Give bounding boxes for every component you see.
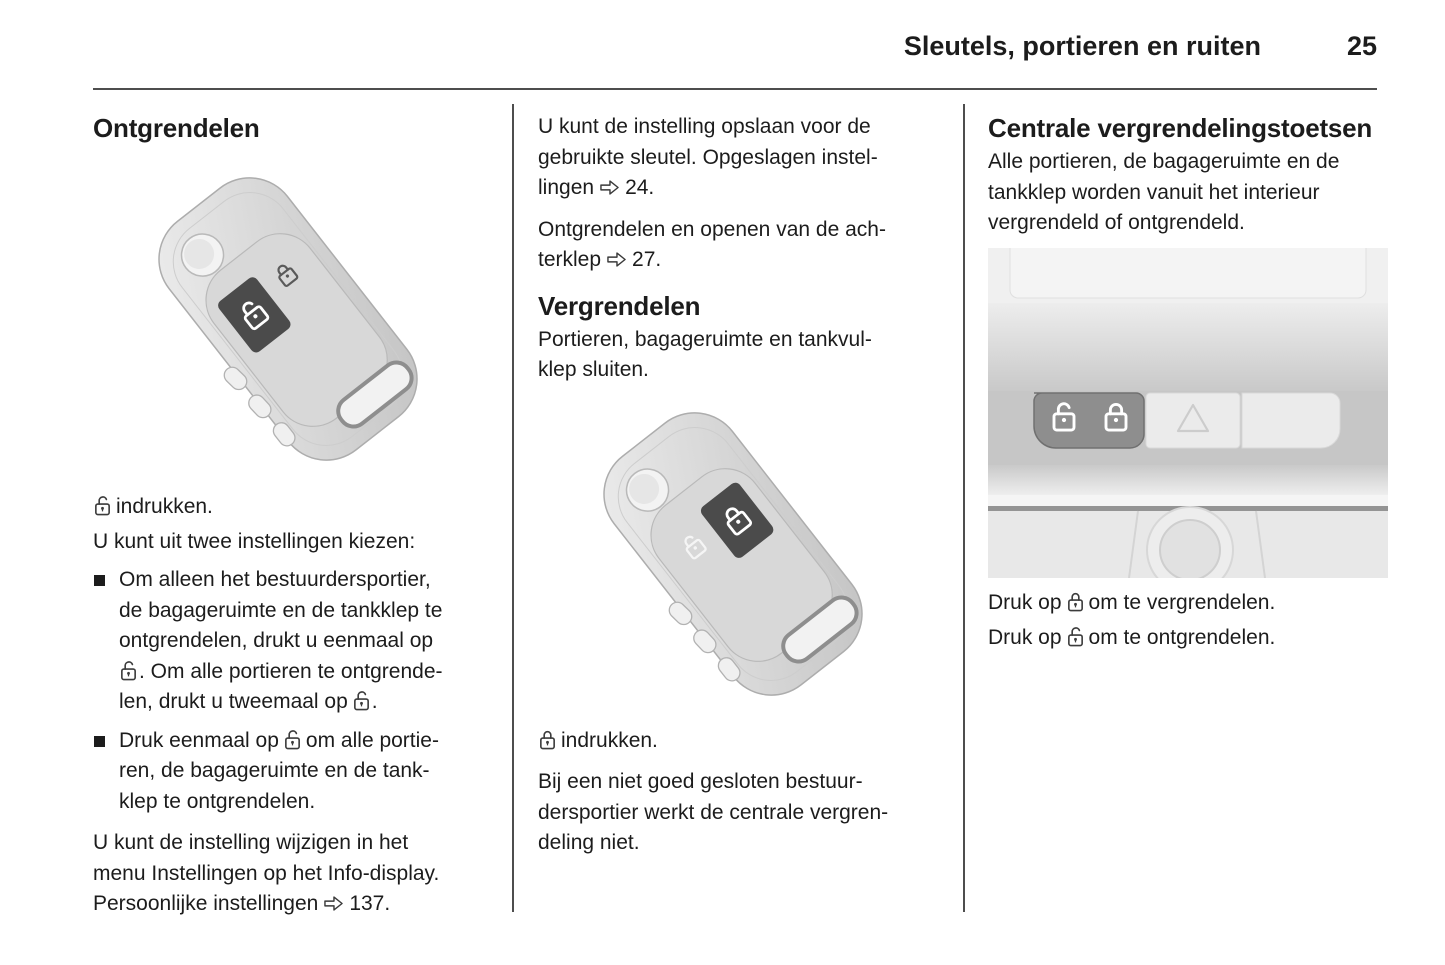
lock-closed-icon — [538, 728, 557, 751]
page-number: 25 — [1346, 31, 1377, 61]
reference-page: 137. — [349, 892, 391, 915]
bullet-2-text: Druk eenmaal op om alle portie- ren, de bagageruimte en de tank- klep te ontgrendelen. — [119, 728, 439, 813]
column-lock — [538, 112, 938, 859]
save-settings-paragraph: U kunt de instelling opslaan voor de gebruikte sleutel. Opgeslagen instel- lingen 24. — [538, 115, 878, 199]
panel-top-inset — [1010, 248, 1366, 298]
key-fob-body — [130, 159, 437, 482]
lock-open-icon — [119, 659, 138, 682]
press-unlock-instruction — [93, 492, 493, 523]
intro-line: U kunt uit twee instellingen kiezen: — [93, 529, 416, 553]
lock-closed-icon — [1066, 590, 1085, 613]
hazard-button — [1146, 393, 1240, 448]
key-fob-lock-figure — [538, 394, 936, 716]
central-lock-button — [1034, 393, 1144, 448]
page-header — [93, 30, 1377, 62]
page-title: Sleutels, portieren en ruiten — [903, 31, 1261, 61]
press-text: indrukken. — [561, 728, 658, 752]
press-to-unlock-line: Druk op om te ontgrendelen. — [988, 626, 1276, 649]
square-bullet — [94, 575, 105, 586]
column-unlock — [93, 112, 493, 920]
square-bullet — [94, 736, 105, 747]
key-fob-unlock-figure — [93, 158, 491, 482]
tailgate-paragraph: Ontgrendelen en openen van de ach- terklep 27. — [538, 217, 886, 271]
door-warning-paragraph: Bij een niet goed gesloten bestuur- dersportier werkt de centrale vergren- deling niet. — [538, 770, 889, 854]
blank-button — [1242, 393, 1340, 448]
press-text: indrukken. — [116, 495, 213, 518]
bullet-item-2 — [93, 726, 493, 818]
column-divider-left — [512, 104, 514, 912]
reference-arrow-icon — [599, 178, 620, 197]
bullet-item-1 — [93, 565, 493, 718]
key-fob-body — [575, 394, 882, 716]
column-divider-right — [963, 104, 965, 912]
lock-open-icon — [352, 689, 371, 712]
bullet-1-text: Om alleen het bestuurdersportier, de bagageruimte en de tankklep te ontgrendelen, drukt u eenmaal op . Om alle portieren te ontgrende- len, drukt u tweemaal op . — [119, 568, 443, 713]
section-heading-central-locking: Centrale vergrendelingstoetsen — [988, 113, 1373, 143]
column-central-locking — [988, 112, 1390, 654]
header-rule — [93, 88, 1377, 90]
lock-intro-paragraph: Portieren, bagageruimte en tankvul- klep sluiten. — [538, 327, 872, 381]
reference-page: 27. — [632, 248, 662, 271]
press-to-lock-line: Druk op om te vergrendelen. — [988, 590, 1276, 614]
central-locking-panel-figure — [988, 248, 1388, 578]
lock-open-icon — [1066, 625, 1085, 648]
lock-open-icon — [283, 728, 302, 751]
section-heading-lock: Vergrendelen — [538, 290, 701, 321]
settings-paragraph: U kunt de instelling wijzigen in het menu Instellingen op het Info-display. Persoonlijke instellingen 137. — [93, 831, 440, 915]
reference-page: 24. — [625, 176, 655, 199]
press-lock-instruction — [538, 726, 938, 757]
reference-arrow-icon — [323, 894, 344, 913]
reference-arrow-icon — [606, 250, 627, 269]
lock-open-icon — [93, 494, 112, 517]
central-locking-paragraph: Alle portieren, de bagageruimte en de tankklep worden vanuit het interieur vergrendeld of ontgrendeld. — [988, 150, 1340, 234]
section-heading-unlock: Ontgrendelen — [93, 113, 260, 143]
